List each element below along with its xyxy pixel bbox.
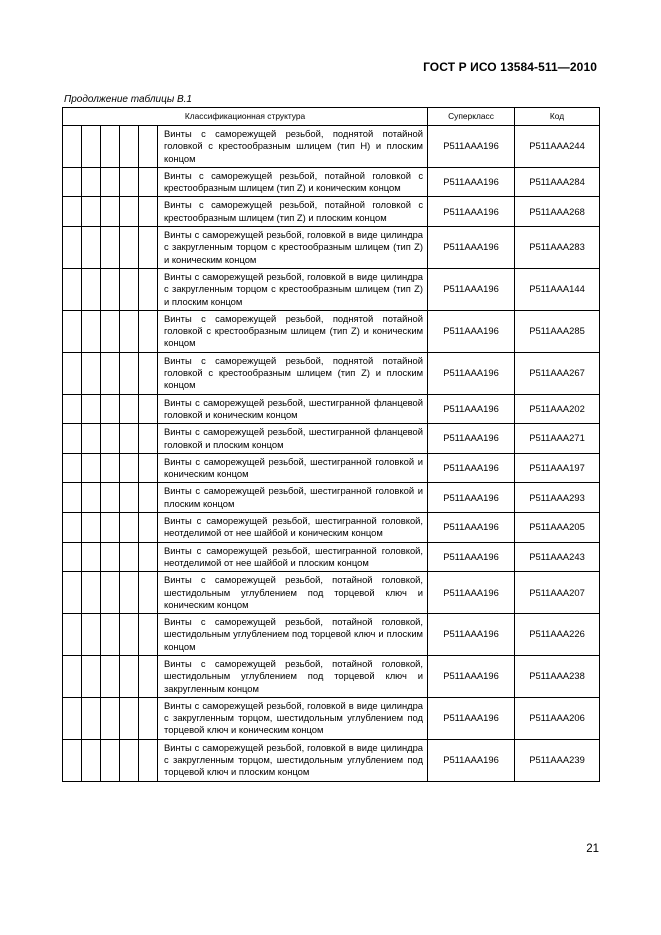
row-description: Винты с саморежущей резьбой, потайной головкой, шестидольным углублением под торцевой ключ и плоским концом: [158, 614, 428, 656]
table-row: [63, 542, 600, 572]
row-code: P511AAA239: [515, 739, 600, 781]
structure-level-cell: [63, 167, 82, 197]
row-code: P511AAA283: [515, 227, 600, 269]
structure-level-cell: [63, 227, 82, 269]
row-description: Винты с саморежущей резьбой, потайной головкой, шестидольным углублением под торцевой ключ и коническим концом: [158, 572, 428, 614]
table-row: [63, 655, 600, 697]
structure-level-cell: [139, 697, 158, 739]
table-row: [63, 614, 600, 656]
row-superclass: P511AAA196: [428, 739, 515, 781]
col-header-code: Код: [515, 108, 600, 126]
row-superclass: P511AAA196: [428, 394, 515, 424]
table-row: [63, 126, 600, 168]
structure-level-cell: [101, 227, 120, 269]
row-code: P511AAA238: [515, 655, 600, 697]
structure-level-cell: [82, 483, 101, 513]
row-description: Винты с саморежущей резьбой, головкой в виде цилиндра с закругленным торцом с крестообразным шлицем (тип Z) и плоским концом: [158, 268, 428, 310]
structure-level-cell: [139, 394, 158, 424]
row-superclass: P511AAA196: [428, 126, 515, 168]
structure-level-cell: [82, 352, 101, 394]
row-superclass: P511AAA196: [428, 268, 515, 310]
row-description: Винты с саморежущей резьбой, шестигранной головкой и плоским концом: [158, 483, 428, 513]
structure-level-cell: [63, 739, 82, 781]
row-superclass: P511AAA196: [428, 542, 515, 572]
table-row: [63, 197, 600, 227]
structure-level-cell: [82, 513, 101, 543]
table-row: [63, 453, 600, 483]
structure-level-cell: [82, 697, 101, 739]
row-description: Винты с саморежущей резьбой, потайной головкой с крестообразным шлицем (тип Z) и плоским концом: [158, 197, 428, 227]
structure-level-cell: [120, 513, 139, 543]
structure-level-cell: [120, 453, 139, 483]
structure-level-cell: [101, 572, 120, 614]
row-code: P511AAA293: [515, 483, 600, 513]
structure-level-cell: [82, 310, 101, 352]
structure-level-cell: [139, 542, 158, 572]
structure-level-cell: [82, 453, 101, 483]
row-description: Винты с саморежущей резьбой, шестигранной головкой и коническим концом: [158, 453, 428, 483]
table-row: [63, 394, 600, 424]
structure-level-cell: [101, 483, 120, 513]
row-code: P511AAA226: [515, 614, 600, 656]
structure-level-cell: [139, 310, 158, 352]
row-code: P511AAA284: [515, 167, 600, 197]
structure-level-cell: [82, 268, 101, 310]
structure-level-cell: [139, 424, 158, 454]
structure-level-cell: [101, 513, 120, 543]
structure-level-cell: [63, 572, 82, 614]
structure-level-cell: [101, 310, 120, 352]
row-code: P511AAA285: [515, 310, 600, 352]
col-header-structure: Классификационная структура: [63, 108, 428, 126]
structure-level-cell: [139, 197, 158, 227]
row-superclass: P511AAA196: [428, 352, 515, 394]
structure-level-cell: [82, 394, 101, 424]
table-row: [63, 697, 600, 739]
structure-level-cell: [120, 352, 139, 394]
structure-level-cell: [82, 542, 101, 572]
structure-level-cell: [120, 542, 139, 572]
structure-level-cell: [101, 268, 120, 310]
structure-level-cell: [120, 310, 139, 352]
structure-level-cell: [63, 268, 82, 310]
row-code: P511AAA243: [515, 542, 600, 572]
structure-level-cell: [120, 197, 139, 227]
row-description: Винты с саморежущей резьбой, поднятой потайной головкой с крестообразным шлицем (тип Z) и коническим концом: [158, 310, 428, 352]
table-row: [63, 167, 600, 197]
structure-level-cell: [120, 394, 139, 424]
structure-level-cell: [101, 614, 120, 656]
structure-level-cell: [120, 655, 139, 697]
structure-level-cell: [101, 697, 120, 739]
row-superclass: P511AAA196: [428, 572, 515, 614]
structure-level-cell: [120, 614, 139, 656]
row-superclass: P511AAA196: [428, 227, 515, 269]
table-row: [63, 352, 600, 394]
classification-table: [62, 107, 600, 782]
structure-level-cell: [82, 655, 101, 697]
table-row: [63, 227, 600, 269]
structure-level-cell: [139, 483, 158, 513]
structure-level-cell: [139, 453, 158, 483]
structure-level-cell: [63, 352, 82, 394]
row-description: Винты с саморежущей резьбой, шестигранной головкой, неотделимой от нее шайбой и плоским концом: [158, 542, 428, 572]
table-header-row: [63, 108, 600, 126]
row-superclass: P511AAA196: [428, 483, 515, 513]
row-superclass: P511AAA196: [428, 310, 515, 352]
table-row: [63, 424, 600, 454]
structure-level-cell: [139, 126, 158, 168]
row-superclass: P511AAA196: [428, 513, 515, 543]
structure-level-cell: [82, 167, 101, 197]
row-description: Винты с саморежущей резьбой, шестигранной фланцевой головкой и коническим концом: [158, 394, 428, 424]
structure-level-cell: [120, 167, 139, 197]
structure-level-cell: [63, 394, 82, 424]
table-row: [63, 572, 600, 614]
row-code: P511AAA207: [515, 572, 600, 614]
row-description: Винты с саморежущей резьбой, шестигранной фланцевой головкой и плоским концом: [158, 424, 428, 454]
structure-level-cell: [139, 614, 158, 656]
row-description: Винты с саморежущей резьбой, поднятой потайной головкой с крестообразным шлицем (тип Н) и плоским концом: [158, 126, 428, 168]
row-description: Винты с саморежущей резьбой, головкой в виде цилиндра с закругленным торцом с крестообразным шлицем (тип Z) и коническим концом: [158, 227, 428, 269]
structure-level-cell: [120, 227, 139, 269]
table-row: [63, 513, 600, 543]
col-header-superclass: Суперкласс: [428, 108, 515, 126]
row-code: P511AAA244: [515, 126, 600, 168]
table-row: [63, 739, 600, 781]
structure-level-cell: [139, 167, 158, 197]
structure-level-cell: [82, 227, 101, 269]
structure-level-cell: [82, 614, 101, 656]
structure-level-cell: [63, 310, 82, 352]
structure-level-cell: [63, 424, 82, 454]
structure-level-cell: [63, 126, 82, 168]
row-code: P511AAA267: [515, 352, 600, 394]
table-caption: Продолжение таблицы В.1: [64, 94, 192, 105]
structure-level-cell: [139, 572, 158, 614]
page-number: 21: [586, 843, 599, 855]
row-description: Винты с саморежущей резьбой, потайной головкой с крестообразным шлицем (тип Z) и коническим концом: [158, 167, 428, 197]
structure-level-cell: [139, 513, 158, 543]
structure-level-cell: [101, 394, 120, 424]
structure-level-cell: [139, 739, 158, 781]
structure-level-cell: [63, 453, 82, 483]
structure-level-cell: [139, 655, 158, 697]
table-row: [63, 310, 600, 352]
row-code: P511AAA202: [515, 394, 600, 424]
document-header: ГОСТ Р ИСО 13584-511—2010: [423, 60, 597, 74]
structure-level-cell: [101, 453, 120, 483]
structure-level-cell: [101, 424, 120, 454]
structure-level-cell: [82, 572, 101, 614]
structure-level-cell: [101, 167, 120, 197]
structure-level-cell: [82, 424, 101, 454]
structure-level-cell: [101, 655, 120, 697]
structure-level-cell: [139, 352, 158, 394]
row-code: P511AAA197: [515, 453, 600, 483]
structure-level-cell: [101, 739, 120, 781]
row-description: Винты с саморежущей резьбой, поднятой потайной головкой с крестообразным шлицем (тип Z) и плоским концом: [158, 352, 428, 394]
structure-level-cell: [82, 126, 101, 168]
structure-level-cell: [63, 697, 82, 739]
structure-level-cell: [120, 739, 139, 781]
row-superclass: P511AAA196: [428, 697, 515, 739]
structure-level-cell: [120, 126, 139, 168]
table-row: [63, 483, 600, 513]
row-superclass: P511AAA196: [428, 614, 515, 656]
structure-level-cell: [120, 268, 139, 310]
structure-level-cell: [120, 483, 139, 513]
structure-level-cell: [82, 739, 101, 781]
structure-level-cell: [120, 697, 139, 739]
row-code: P511AAA271: [515, 424, 600, 454]
structure-level-cell: [101, 126, 120, 168]
structure-level-cell: [82, 197, 101, 227]
row-superclass: P511AAA196: [428, 453, 515, 483]
structure-level-cell: [101, 352, 120, 394]
row-superclass: P511AAA196: [428, 655, 515, 697]
structure-level-cell: [101, 197, 120, 227]
row-description: Винты с саморежущей резьбой, головкой в виде цилиндра с закругленным торцом, шестидольным углублением под торцевой ключ и плоским концом: [158, 739, 428, 781]
row-description: Винты с саморежущей резьбой, потайной головкой, шестидольным углублением под торцевой ключ и закругленным концом: [158, 655, 428, 697]
structure-level-cell: [63, 483, 82, 513]
structure-level-cell: [63, 614, 82, 656]
table-row: [63, 268, 600, 310]
row-description: Винты с саморежущей резьбой, шестигранной головкой, неотделимой от нее шайбой и коническим концом: [158, 513, 428, 543]
structure-level-cell: [120, 424, 139, 454]
row-code: P511AAA206: [515, 697, 600, 739]
structure-level-cell: [63, 197, 82, 227]
row-description: Винты с саморежущей резьбой, головкой в виде цилиндра с закругленным торцом, шестидольным углублением под торцевой ключ и коническим концом: [158, 697, 428, 739]
row-code: P511AAA205: [515, 513, 600, 543]
row-superclass: P511AAA196: [428, 167, 515, 197]
structure-level-cell: [63, 542, 82, 572]
structure-level-cell: [63, 655, 82, 697]
structure-level-cell: [101, 542, 120, 572]
structure-level-cell: [63, 513, 82, 543]
structure-level-cell: [139, 268, 158, 310]
row-code: P511AAA268: [515, 197, 600, 227]
structure-level-cell: [139, 227, 158, 269]
structure-level-cell: [120, 572, 139, 614]
row-superclass: P511AAA196: [428, 197, 515, 227]
row-superclass: P511AAA196: [428, 424, 515, 454]
row-code: P511AAA144: [515, 268, 600, 310]
